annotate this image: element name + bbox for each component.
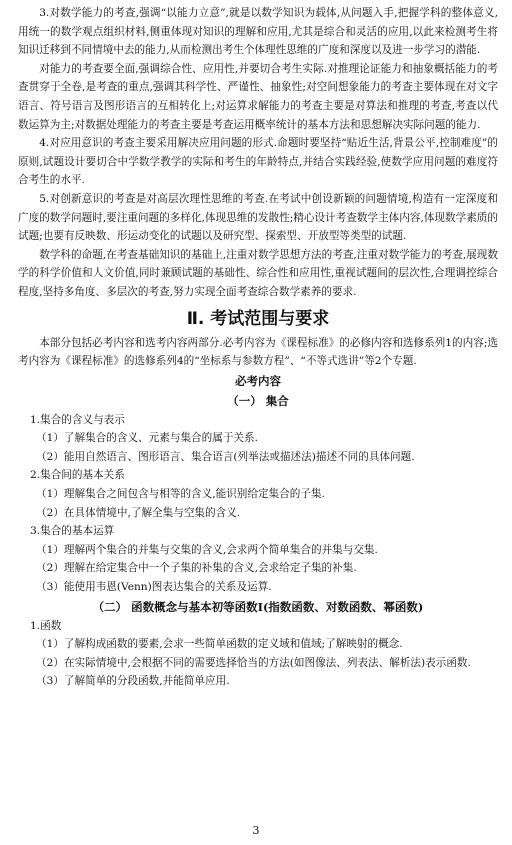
topic-heading: 2.集合间的基本关系 [30,469,125,482]
topic-heading: 1.函数 [30,619,62,632]
topic-item: （2）理解在给定集合中一个子集的补集的含义,会求给定子集的补集. [36,562,357,575]
page-number: 3 [252,824,260,837]
unit-functions-title: （二） 函数概念与基本初等函数Ⅰ(指数函数、对数函数、幂函数) [92,599,424,614]
topic-heading: 1.集合的含义与表示 [30,413,125,426]
paragraph-ability-assessment: 对能力的考查要全面,强调综合性、应用性,并要切合考生实际.对推理论证能力和抽象概括能力的考查贯穿于全卷,是考查的重点,强调其科学性、严谨性、抽象性;对空间想象能力的考查主要体现在对文字语言、符号语言及图形语言的互相转化上;对运算求解能力的考查主要是对算法和推理的考查,考查以代数运算为主;对数据处理能力的考查主要是考查运用概率统计的基本方法和思想解决实际问题的能力. [18,62,498,131]
section-title: Ⅱ. 考试范围与要求 [186,308,330,329]
topic-item: （1）了解构成函数的要素,会求一些简单函数的定义域和值域;了解映射的概念. [36,638,403,651]
paragraph-innovation: 5.对创新意识的考查是对高层次理性思维的考查.在考试中创设新颖的问题情境,构造有一定深度和广度的数学问题时,要注重问题的多样化,体现思维的发散性;精心设计考查数学主体内容,体现数学素质的试题;也要有反映数、形运动变化的试题以及研究型、探索型、开放型等类型的试题. [18,192,498,243]
topic-item: （3）了解简单的分段函数,并能简单应用. [36,675,230,688]
paragraph-application: 4.对应用意识的考查主要采用解决应用问题的形式.命题时要坚持“贴近生活,背景公平,控制难度”的原则,试题设计要切合中学数学教学的实际和考生的年龄特点,并结合实践经验,使数学应用问题的难度符合考生的水平. [18,137,498,187]
topic-item: （2）在实际情境中,会根据不同的需要选择恰当的方法(如图像法、列表法、解析法)表示函数. [36,656,471,669]
topic-item: （3）能使用韦恩(Venn)图表达集合的关系及运算. [36,581,272,594]
topic-item: （1）理解两个集合的并集与交集的含义,会求两个简单集合的并集与交集. [36,543,378,556]
paragraph-math-ability: 3.对数学能力的考查,强调“以能力立意”,就是以数学知识为载体,从问题入手,把握学科的整体意义,用统一的数学观点组织材料,侧重体现对知识的理解和应用,尤其是综合和灵活的应用,以此来检测考生将知识迁移到不同情境中去的能力,从而检测出考生个体理性思维的广度和深度以及进一步学习的潜能. [18,7,498,57]
topic-item: （1）了解集合的含义、元素与集合的属于关系. [36,432,258,445]
section-intro: 本部分包括必考内容和选考内容两部分.必考内容为《课程标准》的必修内容和选修系列1的内容;选考内容为《课程标准》的选修系列4的“坐标系与参数方程”、“不等式选讲”等2个专题. [18,336,498,368]
topic-heading: 3.集合的基本运算 [30,525,115,538]
unit-sets-title: （一） 集合 [227,393,289,408]
paragraph-proposition: 数学科的命题,在考查基础知识的基础上,注重对数学思想方法的考查,注重对数学能力的考查,展现数学的科学价值和人文价值,同时兼顾试题的基础性、综合性和应用性,重视试题间的层次性,合理调控综合程度,坚持多角度、多层次的考查,努力实现全面考查综合数学素养的要求. [18,248,498,298]
topic-item: （2）在具体情境中,了解全集与空集的含义. [36,506,241,519]
required-content-title: 必考内容 [235,373,281,388]
topic-item: （1）理解集合之间包含与相等的含义,能识别给定集合的子集. [36,488,325,501]
topic-item: （2）能用自然语言、图形语言、集合语言(列举法或描述法)描述不同的具体问题. [36,450,415,463]
